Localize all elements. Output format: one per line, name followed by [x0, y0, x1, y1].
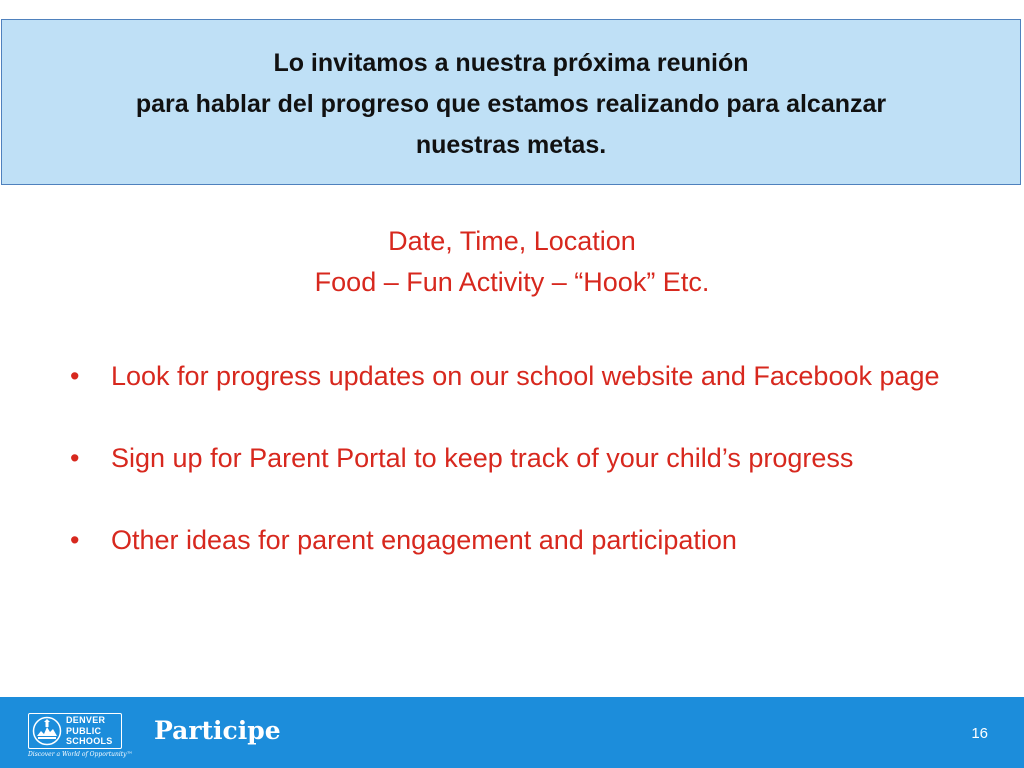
- page-number: 16: [971, 725, 988, 742]
- bullet-item-progress-updates: [70, 356, 970, 397]
- bullet-text: Other ideas for parent engagement and participation: [111, 525, 737, 555]
- bullet-text: Sign up for Parent Portal to keep track of your child’s progress: [111, 443, 854, 473]
- bullet-marker: •: [70, 525, 80, 555]
- bullet-text: Look for progress updates on our school website and Facebook page: [111, 361, 940, 391]
- footer-bar: [0, 697, 1024, 768]
- dps-logo: [28, 713, 133, 763]
- invitation-line-1: Lo invitamos a nuestra próxima reunión: [273, 48, 749, 77]
- bullet-list: [70, 356, 970, 561]
- meeting-details-line-2: Food – Fun Activity – “Hook” Etc.: [314, 267, 710, 297]
- footer-title: Participe: [154, 716, 281, 745]
- dps-logo-word-2: PUBLIC: [66, 725, 102, 736]
- dps-logo-word-1: DENVER: [66, 715, 106, 725]
- dps-logo-frame: [28, 713, 122, 749]
- bullet-item-parent-portal: [70, 438, 970, 479]
- dps-logo-tagline: Discover a World of Opportunity™: [28, 751, 133, 758]
- bullet-item-other-ideas: [70, 520, 970, 561]
- bullet-marker: •: [70, 361, 80, 391]
- invitation-banner: [1, 19, 1021, 185]
- dps-logo-wordmark: [66, 715, 122, 747]
- meeting-details-line-1: Date, Time, Location: [388, 226, 636, 256]
- dps-logo-word-3: SCHOOLS: [66, 736, 113, 746]
- invitation-line-2: para hablar del progreso que estamos realizando para alcanzar: [135, 89, 887, 118]
- invitation-line-3: nuestras metas.: [415, 130, 607, 159]
- meeting-details: [0, 221, 1024, 303]
- bullet-marker: •: [70, 443, 80, 473]
- dps-emblem-icon: [32, 716, 62, 746]
